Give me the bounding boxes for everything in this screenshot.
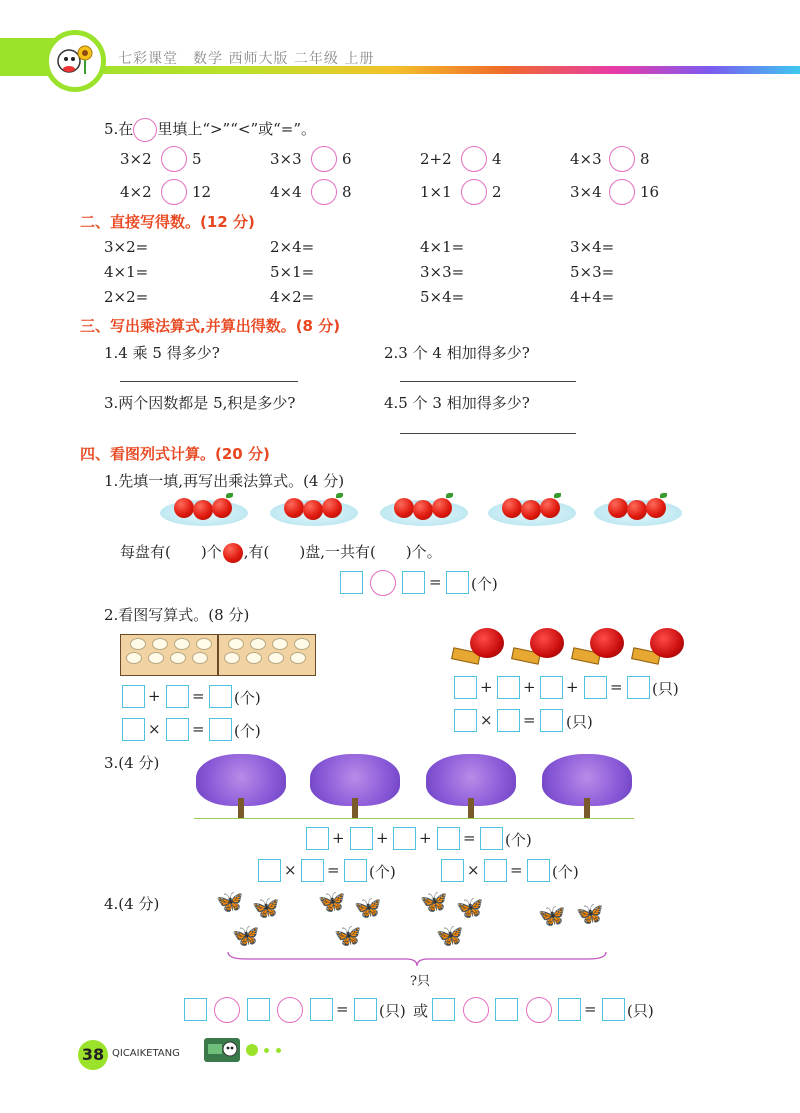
- page-number: 38: [78, 1040, 108, 1070]
- q5-r1c4-left: 4×3: [570, 150, 602, 168]
- q5-r1c1-right: 5: [192, 150, 202, 168]
- answer-circle[interactable]: [311, 146, 337, 172]
- section-2-title: 二、直接写得数。(12 分): [80, 213, 255, 231]
- equals-sign: =: [429, 573, 442, 591]
- q5-r2c1-left: 4×2: [120, 183, 152, 201]
- answer-circle[interactable]: [463, 997, 489, 1023]
- unit-label: (个): [234, 689, 261, 707]
- footer-dot: [276, 1048, 281, 1053]
- answer-box[interactable]: [209, 718, 232, 741]
- or-label: 或: [413, 1002, 429, 1020]
- footer-brand: QICAIKETANG: [112, 1048, 180, 1059]
- plus-sign: +: [332, 829, 345, 847]
- unit-label: (个): [552, 863, 579, 881]
- q5-r1c2-right: 6: [342, 150, 352, 168]
- equals-sign: =: [584, 1000, 597, 1018]
- q5-r2c1-right: 12: [192, 183, 212, 201]
- calc-item: 4×1=: [104, 263, 149, 281]
- answer-box[interactable]: [480, 827, 503, 850]
- answer-line[interactable]: [400, 433, 576, 434]
- plus-sign: +: [376, 829, 389, 847]
- equals-sign: =: [463, 829, 476, 847]
- answer-circle[interactable]: [161, 146, 187, 172]
- unit-label: (只): [627, 1002, 654, 1020]
- apple-icon: [222, 544, 244, 562]
- answer-line[interactable]: [400, 381, 576, 382]
- sec3-q4: 4.5 个 3 相加得多少?: [384, 394, 530, 412]
- answer-box[interactable]: [166, 685, 189, 708]
- calc-item: 4×1=: [420, 238, 465, 256]
- sec4-p1-title: 1.先填一填,再写出乘法算式。(4 分): [104, 472, 345, 490]
- answer-box[interactable]: [627, 676, 650, 699]
- equals-sign: =: [510, 861, 523, 879]
- answer-box[interactable]: [527, 859, 550, 882]
- answer-box[interactable]: [497, 676, 520, 699]
- brace-label: ?只: [410, 974, 430, 989]
- answer-circle[interactable]: [461, 146, 487, 172]
- equals-sign: =: [192, 687, 205, 705]
- answer-box[interactable]: [258, 859, 281, 882]
- answer-box[interactable]: [122, 718, 145, 741]
- q5-r2c3-right: 2: [492, 183, 502, 201]
- header-title: 七彩课堂 数学 西师大版 二年级 上册: [118, 51, 375, 67]
- answer-circle[interactable]: [311, 179, 337, 205]
- equals-sign: =: [327, 861, 340, 879]
- plus-sign: +: [523, 678, 536, 696]
- calc-item: 3×4=: [570, 238, 615, 256]
- answer-circle[interactable]: [609, 146, 635, 172]
- answer-box[interactable]: [166, 718, 189, 741]
- answer-circle[interactable]: [461, 179, 487, 205]
- equals-sign: =: [192, 720, 205, 738]
- plus-sign: +: [148, 687, 161, 705]
- logo-icon: [44, 30, 106, 92]
- answer-box[interactable]: [454, 709, 477, 732]
- unit-label: (个): [471, 575, 498, 593]
- footer-dot: [246, 1044, 258, 1056]
- calc-item: 5×1=: [270, 263, 315, 281]
- sec3-q2: 2.3 个 4 相加得多少?: [384, 344, 530, 362]
- answer-box[interactable]: [497, 709, 520, 732]
- answer-box[interactable]: [301, 859, 324, 882]
- answer-box[interactable]: [558, 998, 581, 1021]
- answer-box[interactable]: [247, 998, 270, 1021]
- q5-r2c4-right: 16: [640, 183, 660, 201]
- answer-box[interactable]: [484, 859, 507, 882]
- sec4-p4-title: 4.(4 分): [104, 895, 160, 913]
- answer-circle[interactable]: [277, 997, 303, 1023]
- answer-box[interactable]: [432, 998, 455, 1021]
- times-sign: ×: [284, 861, 297, 879]
- section-4-title: 四、看图列式计算。(20 分): [80, 445, 270, 463]
- answer-circle[interactable]: [526, 997, 552, 1023]
- answer-circle[interactable]: [609, 179, 635, 205]
- answer-box[interactable]: [584, 676, 607, 699]
- plus-sign: +: [419, 829, 432, 847]
- answer-box[interactable]: [602, 998, 625, 1021]
- calc-item: 5×3=: [570, 263, 615, 281]
- answer-box[interactable]: [393, 827, 416, 850]
- answer-box[interactable]: [209, 685, 232, 708]
- q5-r2c4-left: 3×4: [570, 183, 602, 201]
- equals-sign: =: [610, 678, 623, 696]
- q5-r2c2-left: 4×4: [270, 183, 302, 201]
- q5-r1c3-right: 4: [492, 150, 502, 168]
- unit-label: (只): [379, 1002, 406, 1020]
- q5-title: 5.在 里填上“>”“<”或“=”。: [104, 118, 316, 142]
- answer-box[interactable]: [441, 859, 464, 882]
- answer-box[interactable]: [310, 998, 333, 1021]
- times-sign: ×: [148, 720, 161, 738]
- answer-box[interactable]: [350, 827, 373, 850]
- unit-label: (个): [505, 831, 532, 849]
- q5-r1c4-right: 8: [640, 150, 650, 168]
- footer-dot: [264, 1048, 269, 1053]
- equals-sign: =: [523, 711, 536, 729]
- calc-item: 4+4=: [570, 288, 615, 306]
- answer-box[interactable]: [402, 571, 425, 594]
- section-3-title: 三、写出乘法算式,并算出得数。(8 分): [80, 317, 341, 335]
- brace: [226, 950, 608, 968]
- q5-r1c2-left: 3×3: [270, 150, 302, 168]
- calc-item: 2×2=: [104, 288, 149, 306]
- sec3-q3: 3.两个因数都是 5,积是多少?: [104, 394, 296, 412]
- answer-box[interactable]: [184, 998, 207, 1021]
- q5-r1c1-left: 3×2: [120, 150, 152, 168]
- answer-box[interactable]: [340, 571, 363, 594]
- answer-box[interactable]: [495, 998, 518, 1021]
- times-sign: ×: [467, 861, 480, 879]
- sample-circle: [133, 118, 157, 142]
- answer-box[interactable]: [454, 676, 477, 699]
- answer-box[interactable]: [446, 571, 469, 594]
- calc-item: 3×3=: [420, 263, 465, 281]
- sec4-p3-title: 3.(4 分): [104, 754, 160, 772]
- unit-label: (个): [369, 863, 396, 881]
- answer-box[interactable]: [122, 685, 145, 708]
- calc-item: 5×4=: [420, 288, 465, 306]
- answer-box[interactable]: [306, 827, 329, 850]
- mascot-icon: [204, 1038, 240, 1062]
- answer-box[interactable]: [437, 827, 460, 850]
- sec3-q1: 1.4 乘 5 得多少?: [104, 344, 220, 362]
- equals-sign: =: [336, 1000, 349, 1018]
- answer-circle[interactable]: [370, 570, 396, 596]
- plus-sign: +: [480, 678, 493, 696]
- calc-item: 2×4=: [270, 238, 315, 256]
- calc-item: 3×2=: [104, 238, 149, 256]
- sec4-p1-fill-text: 每盘有( )个 ,有( )盘,一共有( )个。: [120, 543, 442, 561]
- unit-label: (只): [652, 680, 679, 698]
- q5-r1c3-left: 2+2: [420, 150, 452, 168]
- unit-label: (只): [566, 713, 593, 731]
- q5-r2c3-left: 1×1: [420, 183, 452, 201]
- calc-item: 4×2=: [270, 288, 315, 306]
- answer-box[interactable]: [344, 859, 367, 882]
- sec4-p2-title: 2.看图写算式。(8 分): [104, 606, 250, 624]
- q5-r2c2-right: 8: [342, 183, 352, 201]
- answer-circle[interactable]: [214, 997, 240, 1023]
- answer-box[interactable]: [540, 676, 563, 699]
- answer-box[interactable]: [540, 709, 563, 732]
- unit-label: (个): [234, 722, 261, 740]
- plus-sign: +: [566, 678, 579, 696]
- answer-circle[interactable]: [161, 179, 187, 205]
- ground-line: [194, 818, 634, 819]
- times-sign: ×: [480, 711, 493, 729]
- answer-line[interactable]: [120, 381, 298, 382]
- answer-box[interactable]: [354, 998, 377, 1021]
